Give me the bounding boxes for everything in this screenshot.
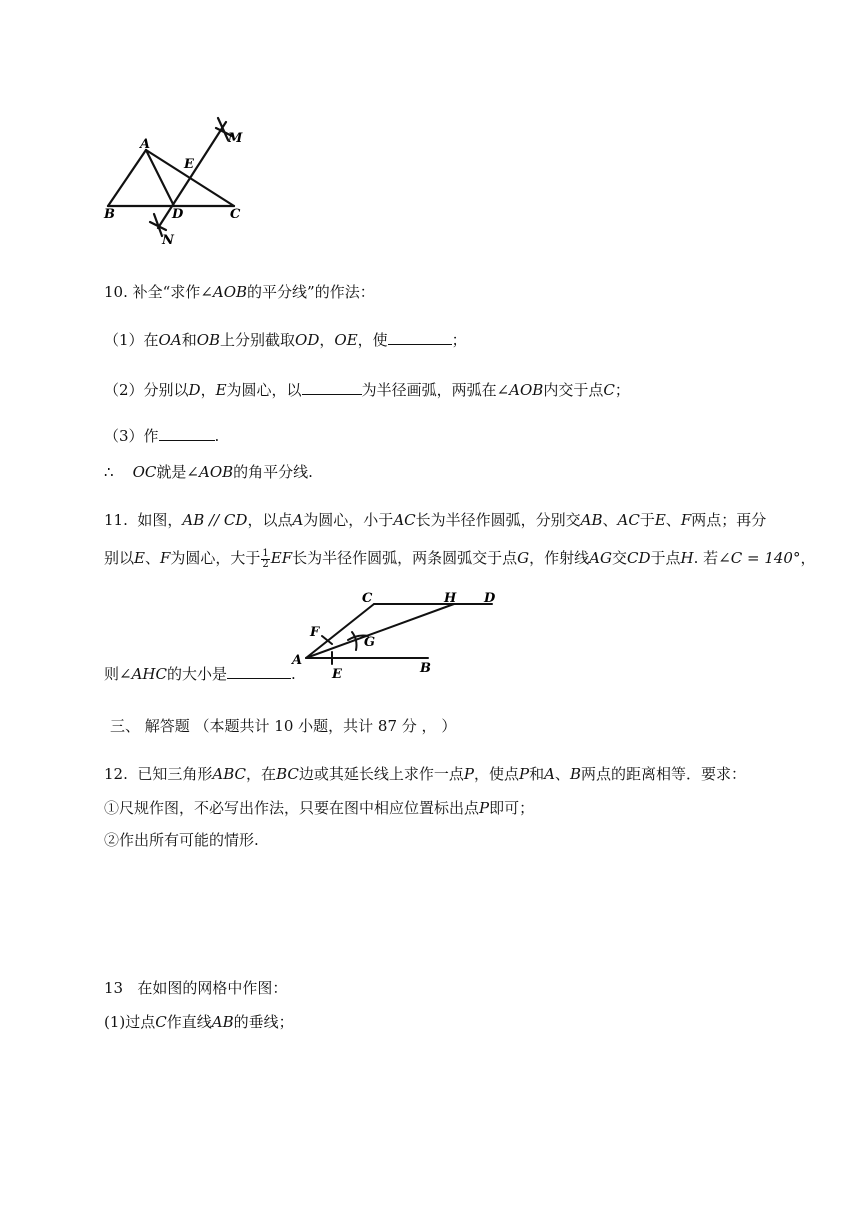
q10-conclusion: ∴ OC就是∠AOB的角平分线. [104, 463, 313, 481]
label-b: B [104, 207, 115, 222]
label-h: H [444, 591, 457, 606]
label-m: M [228, 131, 243, 146]
fraction-one-half: $\frac{1}{2}$ [262, 547, 269, 570]
label-b: B [420, 661, 431, 676]
label-e: E [184, 157, 194, 172]
section-heading: 三、 解答题 （本题共计 10 小题，共计 87 分 ， ） [110, 717, 457, 735]
answer-blank-2[interactable] [302, 380, 362, 395]
arc-mark-f [322, 636, 332, 644]
q10-step3: （3）作 . [104, 427, 220, 445]
q13-line2: (1)过点C作直线AB的垂线； [104, 1013, 294, 1031]
label-d: D [172, 207, 184, 222]
q11-line1: 11. 如图，AB // CD，以点A为圆心，小于AC长为半径作圆弧，分别交AB、AC于E、F两点；再分 [104, 511, 767, 529]
label-e: E [332, 667, 342, 682]
label-d: D [484, 591, 496, 606]
q11-line3: 则∠AHC的大小是 . [104, 665, 296, 683]
answer-blank-3[interactable] [159, 426, 215, 441]
q10-step1: （1）在OA和OB上分别截取OD，OE，使 ； [104, 331, 467, 349]
parallel-lines-construction-figure [290, 584, 510, 684]
line-mn [158, 122, 226, 228]
q12-line2: ①尺规作图，不必写出作法，只要在图中相应位置标出点P即可； [104, 799, 535, 817]
q12-line3: ②作出所有可能的情形. [104, 831, 259, 849]
label-f: F [310, 625, 320, 640]
answer-blank-4[interactable] [227, 664, 291, 679]
q10-title: 10. 补全“求作∠AOB的平分线”的作法： [104, 283, 375, 301]
label-c: C [362, 591, 373, 606]
q10-step2: （2）分别以D，E为圆心，以 为半径画弧，两弧在∠AOB内交于点C； [104, 381, 630, 399]
answer-blank-1[interactable] [388, 330, 452, 345]
label-a: A [292, 653, 303, 668]
label-c: C [230, 207, 241, 222]
q12-line1: 12. 已知三角形ABC，在BC边或其延长线上求作一点P，使点P和A、B两点的距离相等．要求： [104, 765, 746, 783]
triangle-construction-figure [100, 110, 260, 250]
q13-line1: 13 在如图的网格中作图： [104, 979, 288, 997]
label-g: G [364, 635, 376, 650]
q11-line2: 别以E、F为圆心，大于 $\frac{1}{2}$ EF长为半径作圆弧，两条圆弧交于点G，作射线AG交CD于点H. 若∠C = 140°， [104, 547, 816, 570]
segment-ab [108, 150, 146, 206]
label-a: A [140, 137, 151, 152]
label-n: N [162, 233, 174, 248]
ray-ah [306, 604, 454, 658]
